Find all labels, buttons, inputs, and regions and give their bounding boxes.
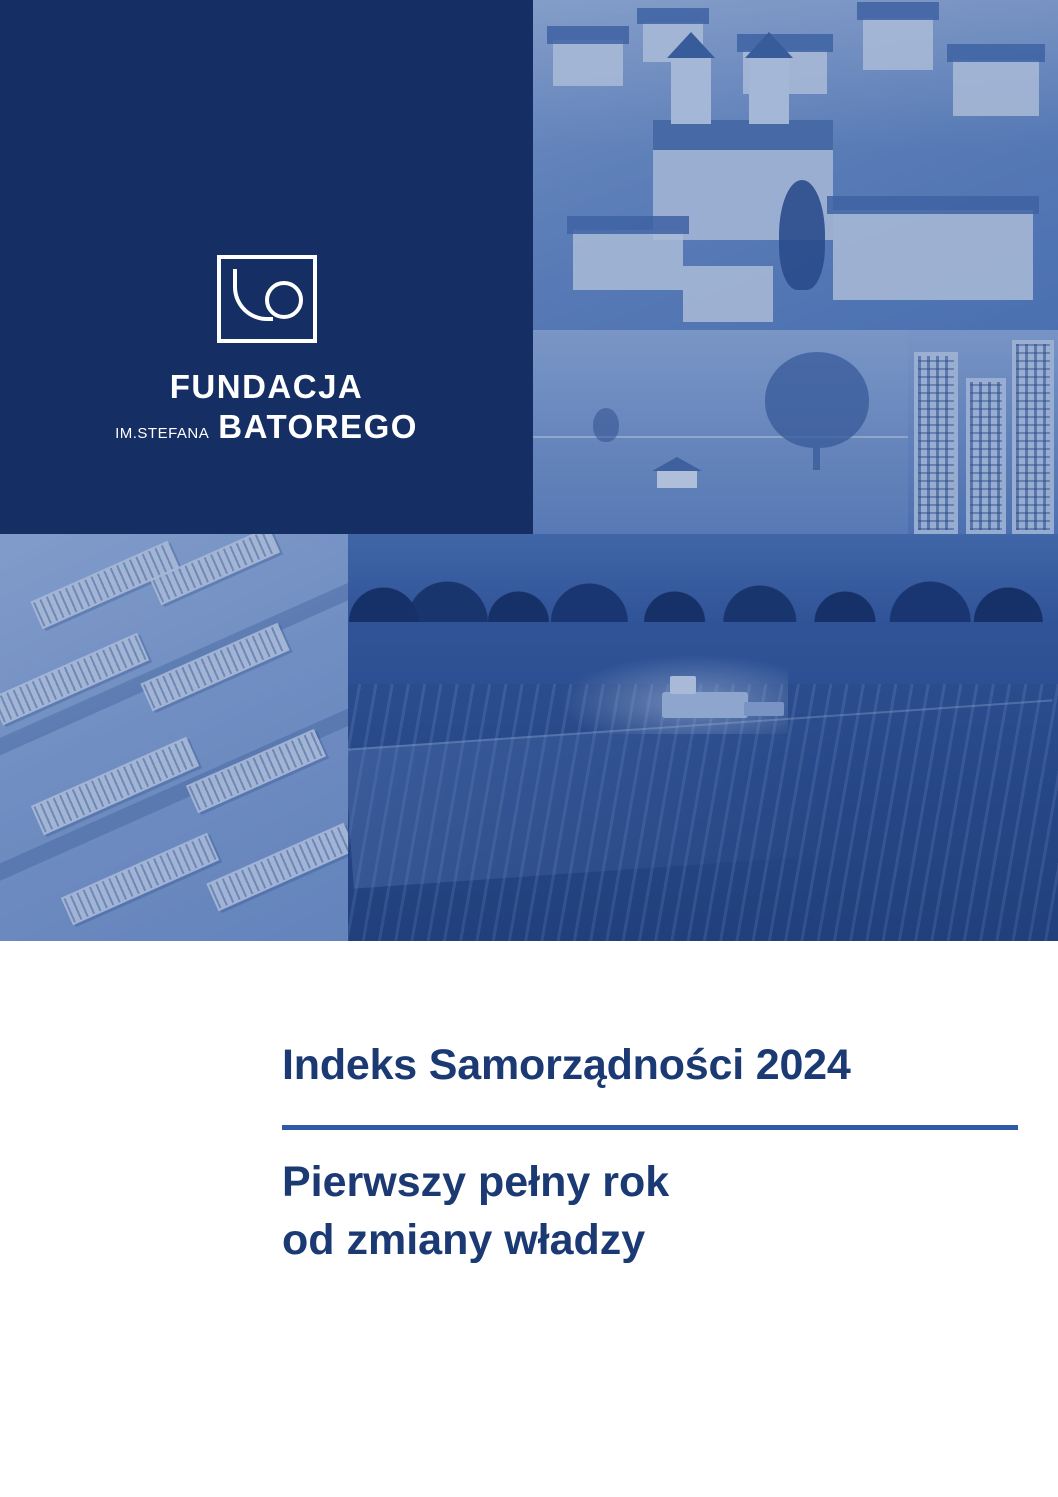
window-grid	[1016, 344, 1050, 530]
rural-lake-photo	[533, 330, 908, 534]
building-shape	[553, 40, 623, 86]
logo-frame-top	[285, 255, 317, 259]
church-roof	[653, 120, 833, 150]
treeline-shape	[348, 564, 1058, 622]
page-subtitle	[282, 1153, 1022, 1269]
title-divider	[282, 1125, 1018, 1130]
building-shape	[863, 18, 933, 70]
roof-shape	[567, 216, 689, 234]
apartment-blocks-photo	[908, 330, 1058, 534]
building-shape	[683, 266, 773, 322]
harvester-body	[662, 692, 748, 718]
title-block	[0, 941, 1058, 1497]
fundacja-batorego-logo-icon	[213, 255, 321, 351]
apartment-block-shape	[966, 378, 1006, 534]
roof-shape	[547, 26, 629, 44]
logo-line-2-row	[0, 408, 533, 446]
foundation-logo	[0, 255, 533, 446]
window-grid	[918, 356, 954, 530]
harvester-header	[744, 702, 784, 716]
church-tower	[749, 58, 789, 124]
roof-shape	[947, 44, 1045, 62]
roof-shape	[637, 8, 709, 24]
building-shape	[953, 60, 1039, 116]
logo-line-1: FUNDACJA	[169, 368, 364, 405]
apartment-block-shape	[1012, 340, 1054, 534]
harvester-field-photo	[348, 534, 1058, 941]
housing-estate-photo	[0, 534, 348, 941]
roof-shape	[857, 2, 939, 20]
town-aerial-photo	[533, 0, 1058, 330]
page-title: Indeks Samorządności 2024	[282, 1041, 851, 1089]
farmhouse-shape	[657, 470, 697, 488]
tree-shape	[593, 408, 619, 442]
combine-harvester-shape	[648, 684, 778, 726]
apartment-block-shape	[914, 352, 958, 534]
page-subtitle-line-1: Pierwszy pełny rok	[282, 1158, 670, 1206]
tree-shape	[779, 180, 825, 290]
page-subtitle-line-2: od zmiany władzy	[282, 1216, 646, 1265]
building-shape	[833, 210, 1033, 300]
roof-shape	[827, 196, 1039, 214]
building-shape	[573, 230, 683, 290]
logo-line-2-small: IM.STEFANA	[115, 425, 210, 443]
logo-line-2: BATOREGO	[218, 408, 418, 446]
tree-shape	[765, 352, 869, 448]
logo-panel	[0, 0, 533, 534]
window-grid	[970, 382, 1002, 530]
logo-circle-shape	[265, 281, 303, 319]
harvester-cab	[670, 676, 696, 694]
church-tower	[671, 58, 711, 124]
